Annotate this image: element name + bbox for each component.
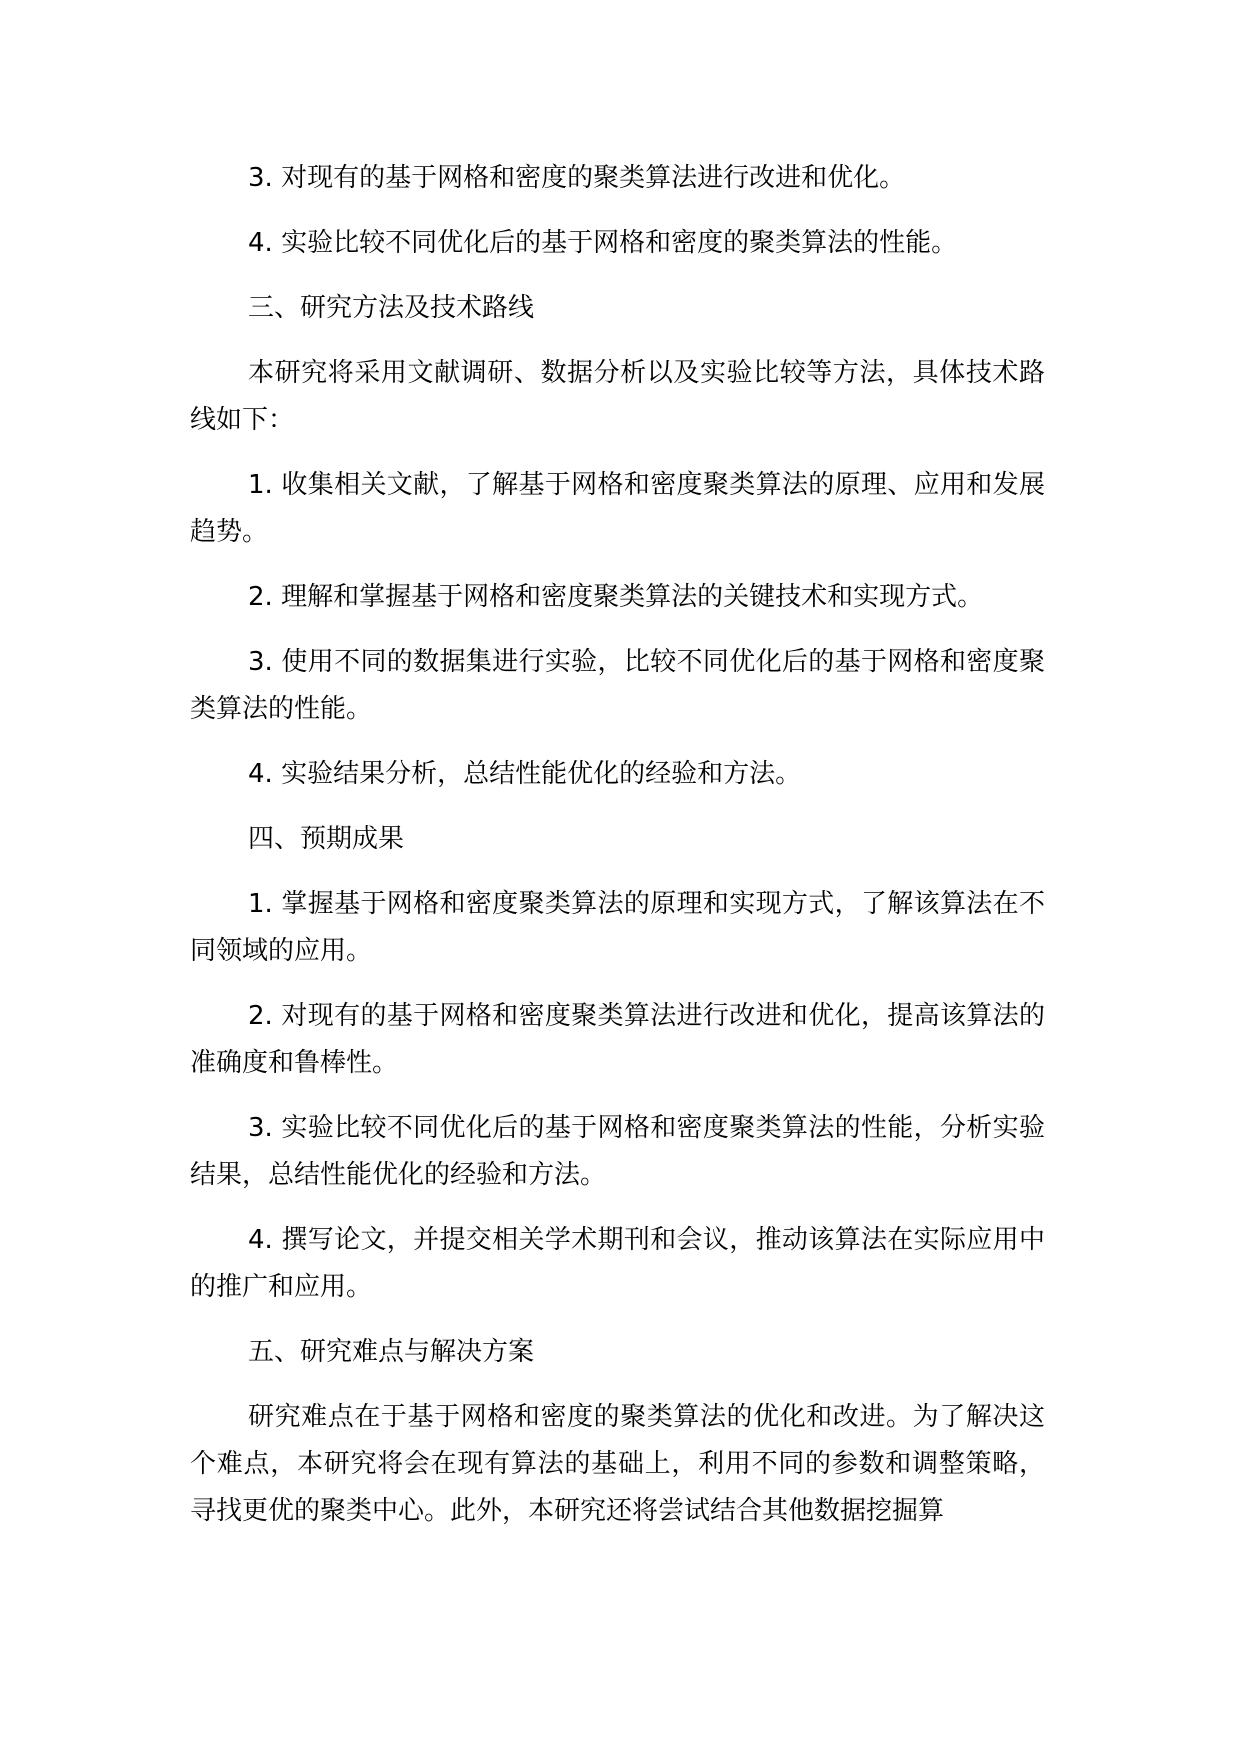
list-item-result-2: 2. 对现有的基于网格和密度聚类算法进行改进和优化，提高该算法的准确度和鲁棒性。 [190,1001,1045,1078]
list-item-method-3: 3. 使用不同的数据集进行实验，比较不同优化后的基于网格和密度聚类算法的性能。 [190,647,1045,724]
list-item-method-4: 4. 实验结果分析，总结性能优化的经验和方法。 [248,759,802,789]
document-body [190,155,1045,1553]
list-item-method-2: 2. 理解和掌握基于网格和密度聚类算法的关键技术和实现方式。 [248,582,984,612]
section-heading-methods: 三、研究方法及技术路线 [248,293,535,323]
list-item-result-1: 1. 掌握基于网格和密度聚类算法的原理和实现方式，了解该算法在不同领域的应用。 [190,889,1045,966]
list-item-objective-3: 3. 对现有的基于网格和密度的聚类算法进行改进和优化。 [248,163,906,193]
difficulties-paragraph: 研究难点在于基于网格和密度的聚类算法的优化和改进。为了解决这个难点，本研究将会在现有算法的基础上，利用不同的参数和调整策略，寻找更优的聚类中心。此外，本研究还将尝试结合其他数据挖掘算 [190,1402,1045,1526]
list-item-result-3: 3. 实验比较不同优化后的基于网格和密度聚类算法的性能，分析实验结果，总结性能优化的经验和方法。 [190,1113,1045,1190]
list-item-objective-4: 4. 实验比较不同优化后的基于网格和密度的聚类算法的性能。 [248,228,958,258]
methods-intro-paragraph: 本研究将采用文献调研、数据分析以及实验比较等方法，具体技术路线如下： [190,358,1045,435]
section-heading-expected-results: 四、预期成果 [248,824,405,854]
section-heading-difficulties: 五、研究难点与解决方案 [248,1337,535,1367]
list-item-method-1: 1. 收集相关文献，了解基于网格和密度聚类算法的原理、应用和发展趋势。 [190,470,1045,547]
list-item-result-4: 4. 撰写论文，并提交相关学术期刊和会议，推动该算法在实际应用中的推广和应用。 [190,1225,1045,1302]
